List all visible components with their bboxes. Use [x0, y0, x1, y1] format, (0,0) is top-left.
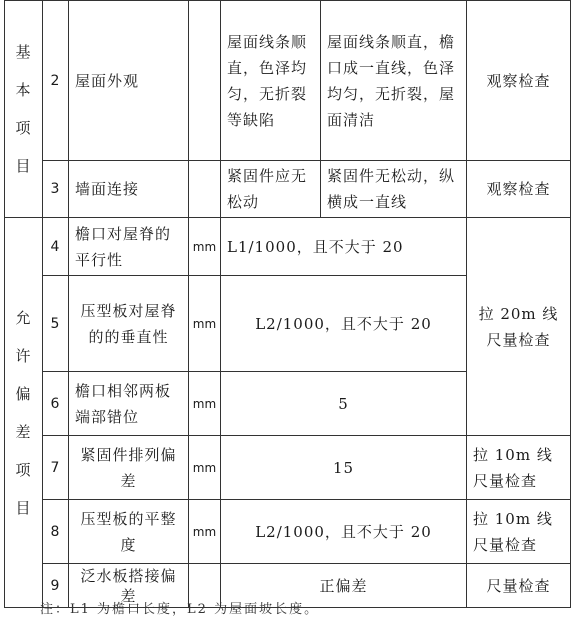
row-number: 6	[43, 372, 69, 436]
inspection-method: 拉 20m 线尺量检查	[467, 218, 571, 436]
standard-excellent: 紧固件无松动，纵横成一直线	[321, 161, 467, 218]
allowance-value: 正偏差	[221, 564, 467, 608]
item-name: 墙面连接	[69, 161, 189, 218]
item-name: 檐口相邻两板端部错位	[69, 372, 189, 436]
unit-cell: mm	[189, 218, 221, 276]
row-number: 9	[43, 564, 69, 608]
allowance-value: L1/1000，且不大于 20	[221, 218, 467, 276]
allowance-value: L2/1000，且不大于 20	[221, 276, 467, 372]
standard-qualified: 紧固件应无松动	[221, 161, 321, 218]
allowance-value: L2/1000，且不大于 20	[221, 500, 467, 564]
unit-cell: mm	[189, 436, 221, 500]
row-number: 2	[43, 1, 69, 161]
allowance-value: 15	[221, 436, 467, 500]
table-row	[5, 1, 571, 161]
table-row	[5, 161, 571, 218]
item-name: 泛水板搭接偏差	[69, 564, 189, 608]
inspection-table	[4, 0, 571, 608]
item-name: 压型板对屋脊的的垂直性	[69, 276, 189, 372]
group-label-basic: 基本项目	[5, 1, 43, 218]
item-name: 压型板的平整度	[69, 500, 189, 564]
item-name: 檐口对屋脊的平行性	[69, 218, 189, 276]
inspection-method: 观察检查	[467, 161, 571, 218]
table-row	[5, 218, 571, 276]
row-number: 3	[43, 161, 69, 218]
item-name: 屋面外观	[69, 1, 189, 161]
standard-excellent: 屋面线条顺直，檐口成一直线，色泽均匀，无折裂，屋面清洁	[321, 1, 467, 161]
standard-qualified: 屋面线条顺直，色泽均匀，无折裂等缺陷	[221, 1, 321, 161]
allowance-value: 5	[221, 372, 467, 436]
unit-cell	[189, 1, 221, 161]
unit-cell: mm	[189, 276, 221, 372]
table-row	[5, 500, 571, 564]
inspection-method: 观察检查	[467, 1, 571, 161]
unit-cell: mm	[189, 500, 221, 564]
inspection-method: 拉 10m 线尺量检查	[467, 436, 571, 500]
group-label-deviation: 允许偏差项目	[5, 218, 43, 608]
row-number: 4	[43, 218, 69, 276]
row-number: 8	[43, 500, 69, 564]
inspection-method: 拉 10m 线尺量检查	[467, 500, 571, 564]
unit-cell: mm	[189, 372, 221, 436]
row-number: 5	[43, 276, 69, 372]
unit-cell	[189, 161, 221, 218]
item-name: 紧固件排列偏差	[69, 436, 189, 500]
row-number: 7	[43, 436, 69, 500]
inspection-method: 尺量检查	[467, 564, 571, 608]
table-row	[5, 436, 571, 500]
table-footnote: 注：L1 为檐口长度，L2 为屋面坡长度。	[40, 602, 320, 617]
